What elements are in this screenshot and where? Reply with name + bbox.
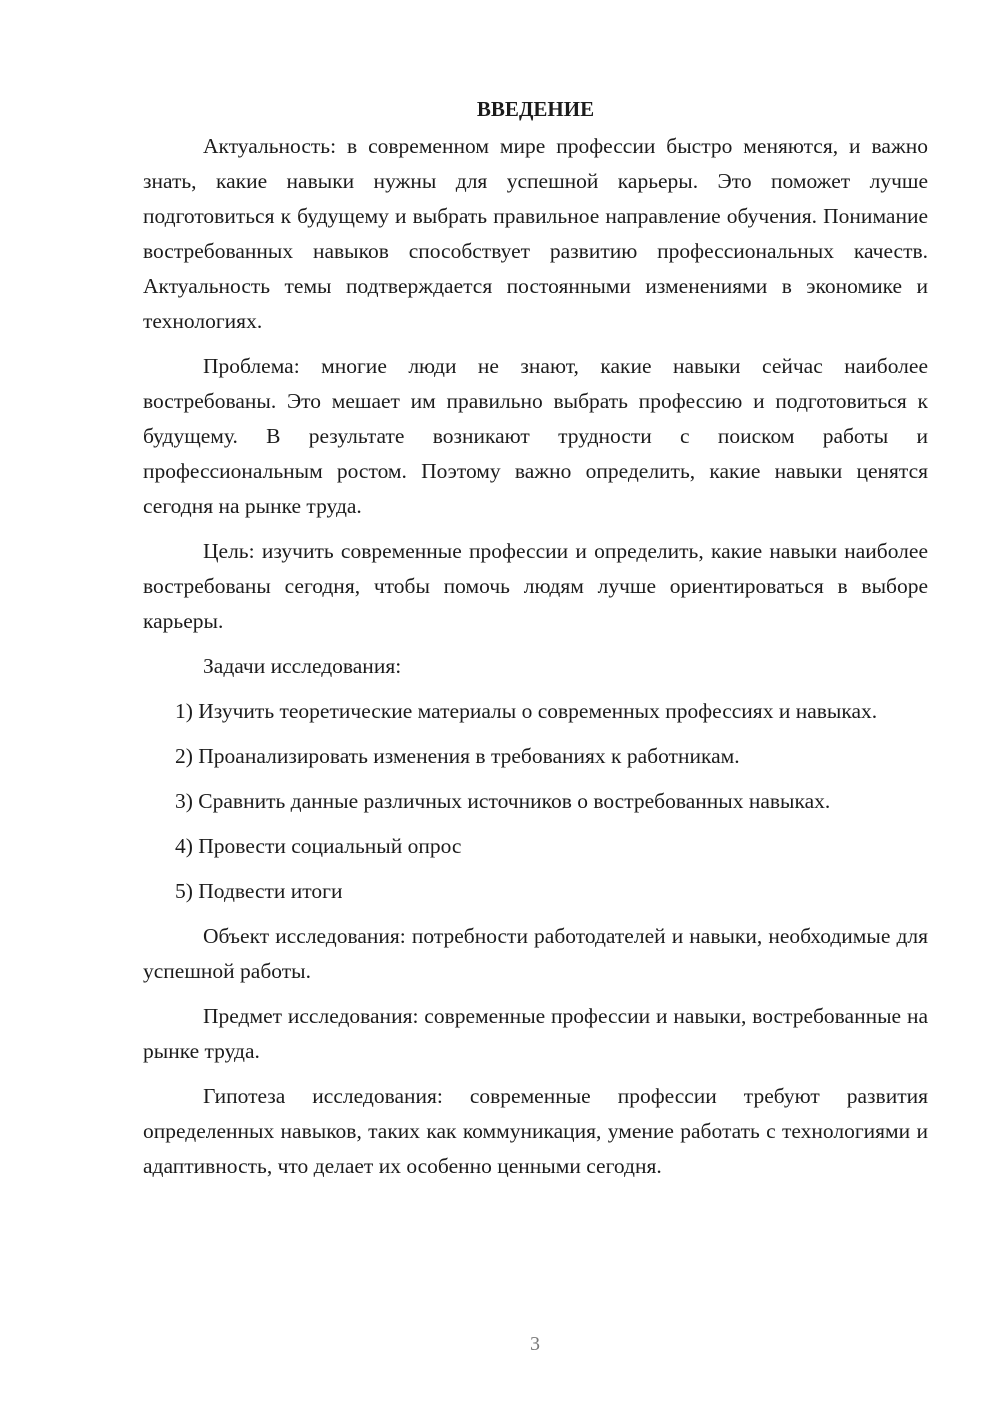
document-page	[143, 92, 928, 1194]
task-item-5: 5) Подвести итоги	[175, 879, 343, 903]
task-item-4: 4) Провести социальный опрос	[175, 834, 462, 858]
page-number: 3	[530, 1333, 540, 1355]
section-title: ВВЕДЕНИЕ	[476, 97, 595, 121]
relevance-paragraph: Актуальность: в современном мире профессии быстро меняются, и важно знать, какие навыки нужны для успешной карьеры. Это поможет лучше подготовиться к будущему и выбрать правильное направление обучения. Понимание востребованных навыков способствует развитию профессиональных качеств. Актуальность темы подтверждается постоянными изменениями в экономике и технологиях.	[143, 134, 928, 333]
hypothesis-paragraph: Гипотеза исследования: современные профессии требуют развития определенных навыков, таких как коммуникация, умение работать с технологиями и адаптивность, что делает их особенно ценными сегодня.	[143, 1084, 928, 1178]
goal-paragraph: Цель: изучить современные профессии и определить, какие навыки наиболее востребованы сегодня, чтобы помочь людям лучше ориентироваться в выборе карьеры.	[143, 539, 928, 633]
subject-paragraph: Предмет исследования: современные профессии и навыки, востребованные на рынке труда.	[143, 1004, 928, 1063]
problem-paragraph: Проблема: многие люди не знают, какие навыки сейчас наиболее востребованы. Это мешает им правильно выбрать профессию и подготовиться к будущему. В результате возникают трудности с поиском работы и профессиональным ростом. Поэтому важно определить, какие навыки ценятся сегодня на рынке труда.	[143, 354, 928, 518]
object-paragraph: Объект исследования: потребности работодателей и навыки, необходимые для успешной работы.	[143, 924, 928, 983]
tasks-heading: Задачи исследования:	[203, 654, 402, 678]
task-item-3: 3) Сравнить данные различных источников о востребованных навыках.	[175, 789, 831, 813]
task-item-1: 1) Изучить теоретические материалы о современных профессиях и навыках.	[175, 699, 878, 723]
task-item-2: 2) Проанализировать изменения в требованиях к работникам.	[175, 744, 740, 768]
